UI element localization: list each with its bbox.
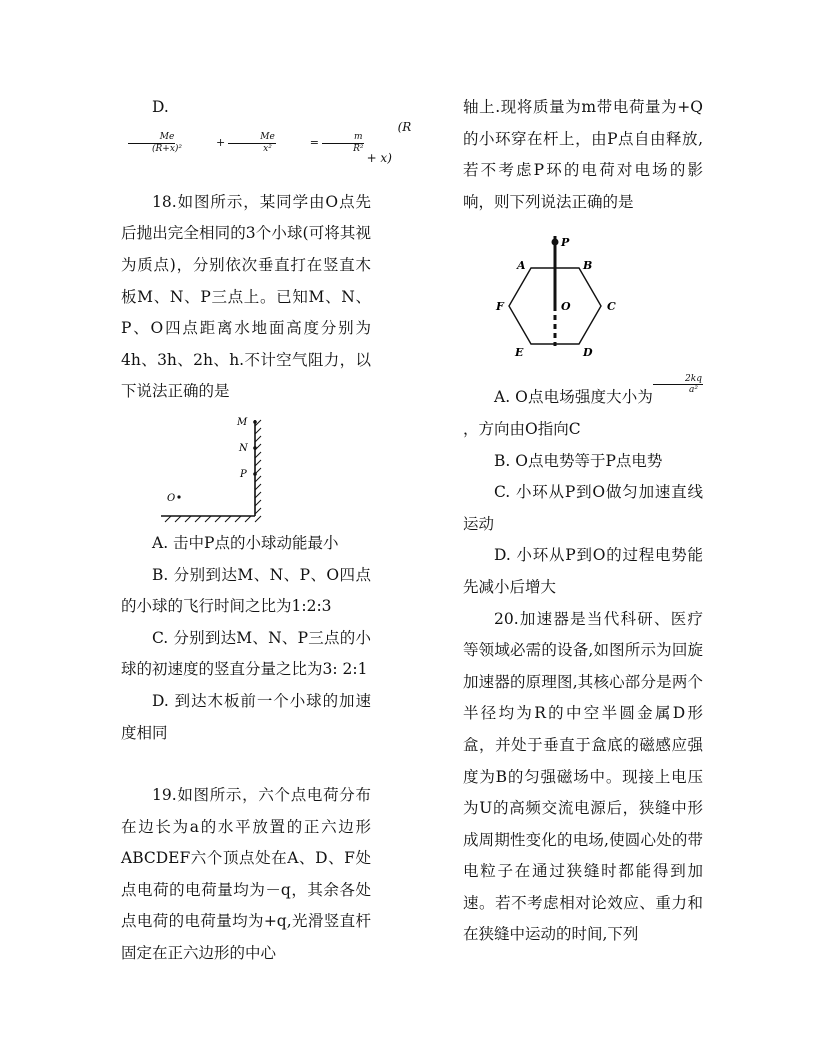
question-19-stem: 19.如图所示，六个点电荷分布在边长为a的水平放置的正六边形ABCDEF六个顶点处在A、D、F处点电荷的电荷量均为－q，其余各处点电荷的电荷量均为+q,光滑竖直杆固定在正六边形的中心 — [121, 786, 371, 963]
option-d-formula-line — [121, 92, 412, 187]
formula-term-3: $\frac{m}{\text{R²}}$ — [322, 132, 364, 155]
q18-option-a: A. 击中P点的小球动能最小 — [152, 533, 339, 552]
label-p: P — [240, 468, 247, 480]
hex-label-f: F — [496, 300, 504, 314]
field-strength-fraction: $\frac{2kq}{\text{a²}}$ — [653, 374, 703, 395]
option-d-label: D. — [152, 98, 169, 116]
gravity-formula: $\frac{Me}{\text{(R+x)²}}$ + $\frac{Me}{\text{x²}}$ = $\frac{m}{\text{R²}}$ (R + x) — [121, 112, 411, 175]
hex-label-b: B — [583, 259, 593, 273]
formula-term-2: $\frac{Me}{\text{x²}}$ — [228, 132, 276, 155]
formula-term-1: $\frac{Me}{\text{(R+x)²}}$ — [121, 132, 182, 155]
q18-option-d: D. 到达木板前一个小球的加速度相同 — [121, 691, 371, 742]
q19-option-a: A. O点电场强度大小为 $\frac{2kq}{\text{a²}}$ ，方向由O指向C — [463, 374, 702, 438]
hex-label-c: C — [607, 300, 616, 314]
q18-option-c: C. 分别到达M、N、P三点的小球的初速度的竖直分量之比为3: 2:1 — [121, 628, 371, 679]
question-19-figure — [463, 228, 703, 368]
hex-label-d: D — [583, 346, 593, 360]
q18-option-b: B. 分别到达M、N、P、O四点的小球的飞行时间之比为1:2:3 — [121, 565, 371, 616]
hex-label-e: E — [515, 346, 524, 360]
q19-option-d: D. 小环从P到O的过程电势能先减小后增大 — [463, 546, 703, 596]
hex-label-p: P — [561, 236, 570, 250]
label-o: O — [167, 492, 176, 504]
hex-label-o: O — [561, 300, 571, 314]
hex-label-a: A — [517, 259, 526, 273]
question-18-stem: 18.如图所示，某同学由O点先后抛出完全相同的3个小球(可将其视为质点)，分别依次垂直打在竖直木板M、N、P三点上。已知M、N、P、O四点距离水地面高度分别为4h、3h、2h、h.不计空气阻力，以下说法正确的是 — [121, 192, 371, 401]
q19-option-c: C. 小环从P到O做匀加速直线运动 — [463, 483, 703, 533]
label-n: N — [239, 442, 248, 454]
right-column — [463, 92, 703, 951]
question-18-figure — [121, 408, 371, 528]
question-19-continued: 轴上.现将质量为m带电荷量为+Q的小环穿在杆上，由P点自由释放,若不考虑P环的电荷对电场的影响，则下列说法正确的是 — [463, 98, 703, 211]
left-column — [121, 92, 412, 970]
label-m: M — [237, 416, 248, 428]
question-20-stem: 20.加速器是当代科研、医疗等领域必需的设备,如图所示为回旋加速器的原理图,其核心部分是两个半径均为R的中空半圆金属D形盒，并处于垂直于盒底的磁感应强度为B的匀强磁场中。现接上电压为U的高频交流电源后，狭缝中形成周期性变化的电场,使圆心处的带电粒子在通过狭缝时都能得到加速。若不考虑相对论效应、重力和在狭缝中运动的时间,下列 — [463, 609, 703, 944]
q19-option-b: B. O点电势等于P点电势 — [494, 451, 663, 470]
